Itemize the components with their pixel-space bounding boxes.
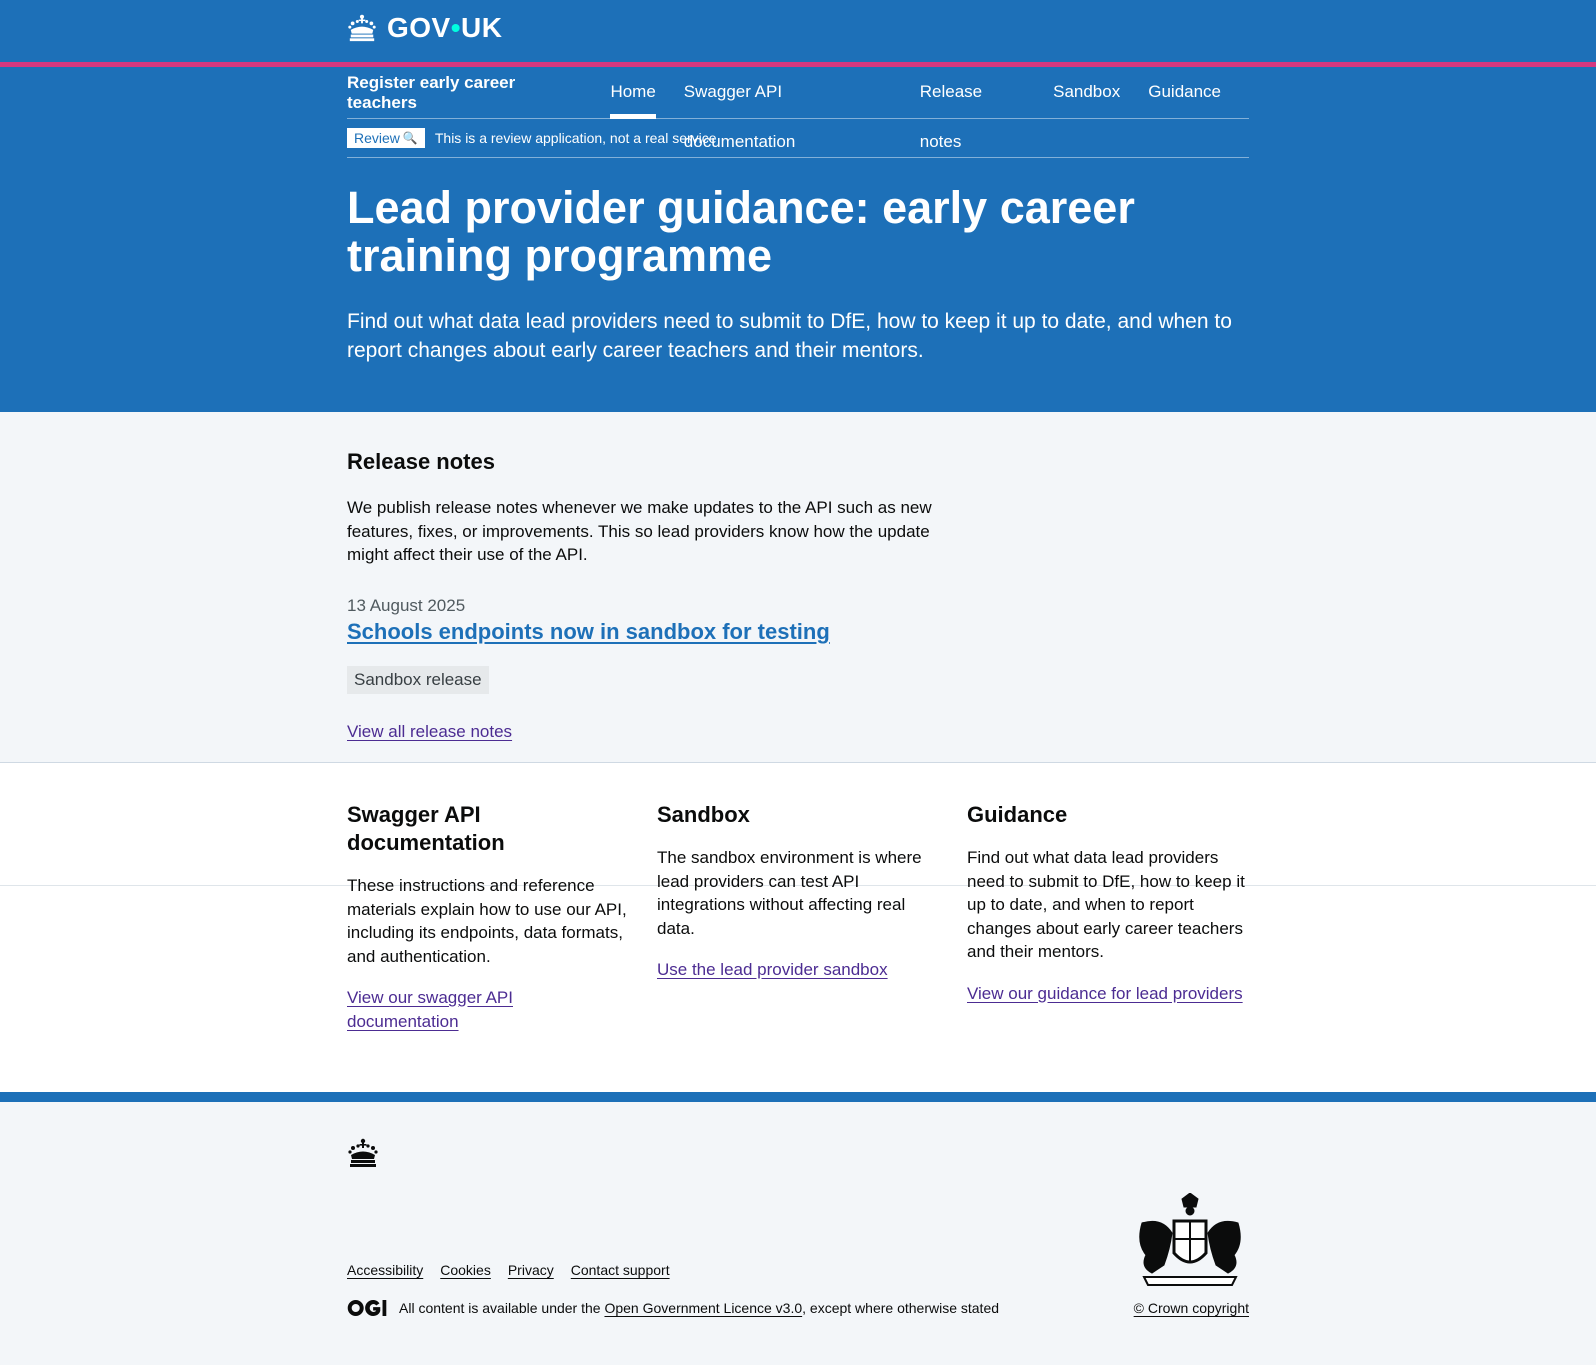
phase-banner: [347, 119, 1249, 158]
card-swagger: [347, 801, 629, 1033]
latest-release-note-link[interactable]: Schools endpoints now in sandbox for testing: [347, 619, 830, 644]
footer-link-privacy[interactable]: Privacy: [507, 1262, 554, 1278]
nav-item-release-notes[interactable]: Release notes: [919, 81, 983, 151]
royal-coat-of-arms: [1132, 1193, 1248, 1293]
govuk-logo-link[interactable]: [347, 12, 503, 44]
crown-icon: [347, 13, 377, 43]
nav-item-sandbox[interactable]: Sandbox: [1053, 81, 1121, 101]
release-note-date: 13 August 2025: [347, 596, 466, 615]
footer-links: [347, 1262, 687, 1278]
page-title: Lead provider guidance: early career training programme: [347, 182, 1135, 281]
licence-statement: [347, 1300, 999, 1316]
footer-link-contact-support[interactable]: Contact support: [570, 1262, 670, 1278]
site-header: [0, 0, 1596, 412]
crown-copyright-link[interactable]: © Crown copyright: [1133, 1300, 1249, 1316]
card-heading: Guidance: [967, 802, 1068, 827]
crown-icon: [347, 1138, 379, 1168]
footer-link-cookies[interactable]: Cookies: [440, 1262, 491, 1278]
nav-item-guidance[interactable]: Guidance: [1148, 81, 1222, 101]
use-sandbox-link[interactable]: Use the lead provider sandbox: [657, 960, 888, 979]
card-body: Find out what data lead providers need to submit to DfE, how to keep it up to date, and when to report changes about early career teachers and their mentors.: [967, 848, 1245, 961]
card-guidance: [967, 801, 1249, 1005]
card-body: These instructions and reference materials explain how to use our API, including its endpoints, data formats, and authentication.: [347, 876, 627, 966]
nav-item-swagger-api-documentation[interactable]: Swagger API documentation: [683, 81, 796, 151]
card-sandbox: [657, 801, 939, 982]
page-lede: Find out what data lead providers need to submit to DfE, how to keep it up to date, and when to report changes about early career teachers and their mentors.: [347, 310, 1232, 362]
phase-banner-text: This is a review application, not a real service: [434, 130, 717, 146]
licence-text-after: , except where otherwise stated: [802, 1300, 1000, 1316]
view-all-release-notes-link[interactable]: View all release notes: [347, 722, 513, 741]
magnifier-icon: 🔍: [402, 131, 418, 145]
release-notes-heading: Release notes: [347, 449, 495, 474]
open-government-licence-link[interactable]: Open Government Licence v3.0: [604, 1300, 803, 1316]
release-notes-description: We publish release notes whenever we make updates to the API such as new features, fixes, or improvements. This so lead providers know how the update might affect their use of the API.: [347, 498, 932, 564]
phase-tag: Review 🔍: [347, 128, 425, 148]
card-heading: Sandbox: [657, 802, 750, 827]
nav-item-home[interactable]: Home: [610, 67, 655, 119]
card-heading: Swagger API documentation: [347, 802, 505, 855]
footer-top-border: [0, 1092, 1596, 1102]
view-guidance-link[interactable]: View our guidance for lead providers: [967, 983, 1243, 1003]
view-swagger-docs-link[interactable]: View our swagger API documentation: [347, 988, 513, 1031]
ogl-logo: [347, 1300, 387, 1316]
footer-link-accessibility[interactable]: Accessibility: [347, 1262, 424, 1278]
licence-text-before: All content is available under the: [399, 1300, 601, 1316]
release-type-tag: Sandbox release: [347, 666, 489, 694]
card-body: The sandbox environment is where lead providers can test API integrations without affecting real data.: [657, 848, 922, 938]
govuk-wordmark: GOV•UK: [387, 12, 503, 43]
service-name-link[interactable]: Register early career teachers: [347, 72, 516, 112]
